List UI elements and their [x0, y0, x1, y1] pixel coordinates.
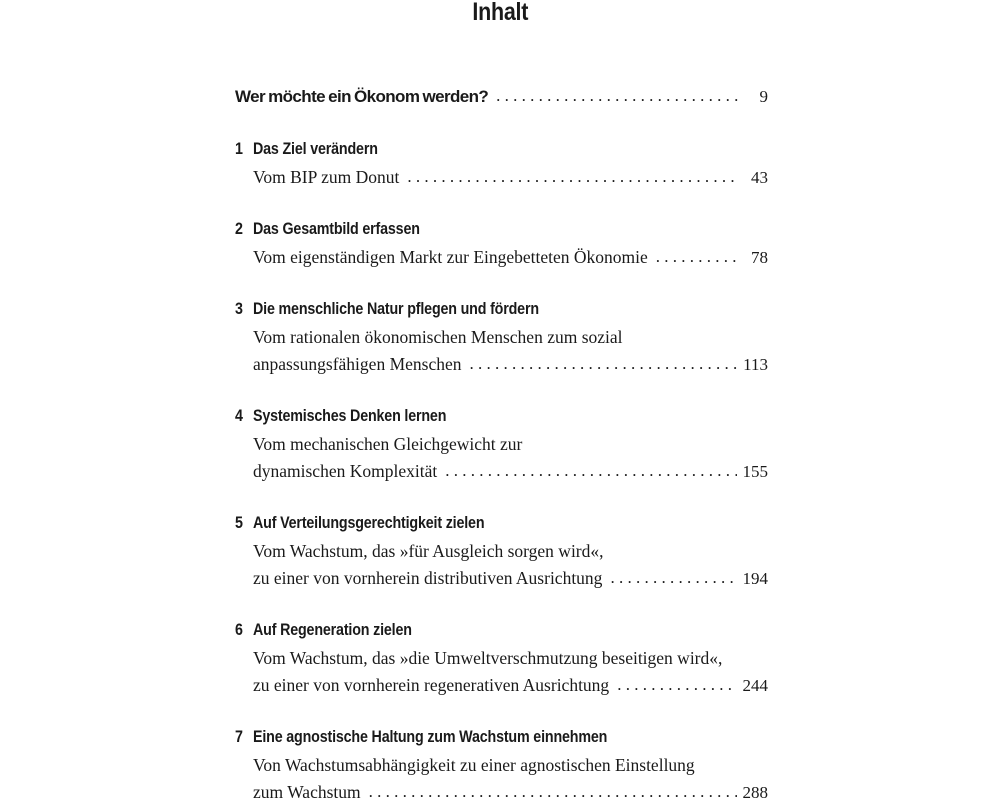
- leader-dots: [496, 86, 740, 106]
- chapter-subtitle: Vom eigenständigen Markt zur Eingebetteten Ökonomie: [253, 247, 648, 267]
- chapter-subtitle: dynamischen Komplexität: [253, 461, 438, 481]
- chapter-page: 288: [742, 783, 768, 802]
- chapter-number: 4: [235, 406, 243, 425]
- chapter-subtitle: anpassungsfähigen Menschen: [253, 354, 462, 374]
- chapter-number: 3: [235, 299, 243, 318]
- chapter-subtitle: Vom Wachstum, das »für Ausgleich sorgen wird«,: [253, 541, 604, 561]
- leader-dots: [610, 567, 736, 589]
- chapter-title: Auf Regeneration zielen: [253, 620, 412, 639]
- chapter-page: 113: [743, 355, 768, 374]
- toc-entry-intro-page: 9: [759, 87, 768, 106]
- leader-dots: [617, 674, 736, 696]
- chapter-number: 2: [235, 219, 243, 238]
- chapter-subtitle-line: [253, 460, 768, 482]
- chapter-page: 78: [751, 248, 768, 267]
- chapter-subtitle-line: [253, 674, 768, 696]
- leader-dots: [470, 353, 738, 375]
- chapter-number: 1: [235, 139, 243, 158]
- chapter-number: 6: [235, 620, 243, 639]
- chapter-page: 244: [742, 676, 768, 695]
- chapter-subtitle: Vom mechanischen Gleichgewicht zur: [253, 434, 523, 454]
- chapter-page: 43: [751, 168, 768, 187]
- chapter-subtitle: zu einer von vornherein regenerativen Ausrichtung: [253, 675, 610, 695]
- toc-entry-intro-title: Wer möchte ein Ökonom werden?: [235, 87, 489, 106]
- chapter-subtitle-line: [253, 246, 768, 268]
- chapter-subtitle: zum Wachstum: [253, 782, 361, 802]
- chapter-title: Eine agnostische Haltung zum Wachstum einnehmen: [253, 727, 608, 746]
- leader-dots: [445, 460, 736, 482]
- chapter-subtitle: Vom rationalen ökonomischen Menschen zum sozial: [253, 327, 623, 347]
- chapter-number: 5: [235, 513, 243, 532]
- chapter-subtitle-line: [253, 353, 768, 375]
- chapter-title: Systemisches Denken lernen: [253, 406, 447, 425]
- chapter-title: Die menschliche Natur pflegen und fördern: [253, 299, 539, 318]
- chapter-subtitle: zu einer von vornherein distributiven Ausrichtung: [253, 568, 603, 588]
- chapter-subtitle: Vom BIP zum Donut: [253, 167, 400, 187]
- chapter-title: Auf Verteilungsgerechtigkeit zielen: [253, 513, 485, 532]
- chapter-title: Das Gesamtbild erfassen: [253, 219, 420, 238]
- chapter-page: 194: [742, 569, 768, 588]
- leader-dots: [656, 246, 740, 268]
- chapter-subtitle: Vom Wachstum, das »die Umweltverschmutzung beseitigen wird«,: [253, 648, 723, 668]
- chapter-number: 7: [235, 727, 243, 746]
- toc-entry-intro[interactable]: [235, 86, 768, 108]
- chapter-subtitle: Von Wachstumsabhängigkeit zu einer agnostischen Einstellung: [253, 755, 695, 775]
- chapter-page: 155: [742, 462, 768, 481]
- leader-dots: [407, 166, 740, 188]
- chapter-title: Das Ziel verändern: [253, 139, 378, 158]
- chapter-subtitle-line: [253, 567, 768, 589]
- chapter-subtitle-line: [253, 166, 768, 188]
- page-title: Inhalt: [472, 0, 529, 26]
